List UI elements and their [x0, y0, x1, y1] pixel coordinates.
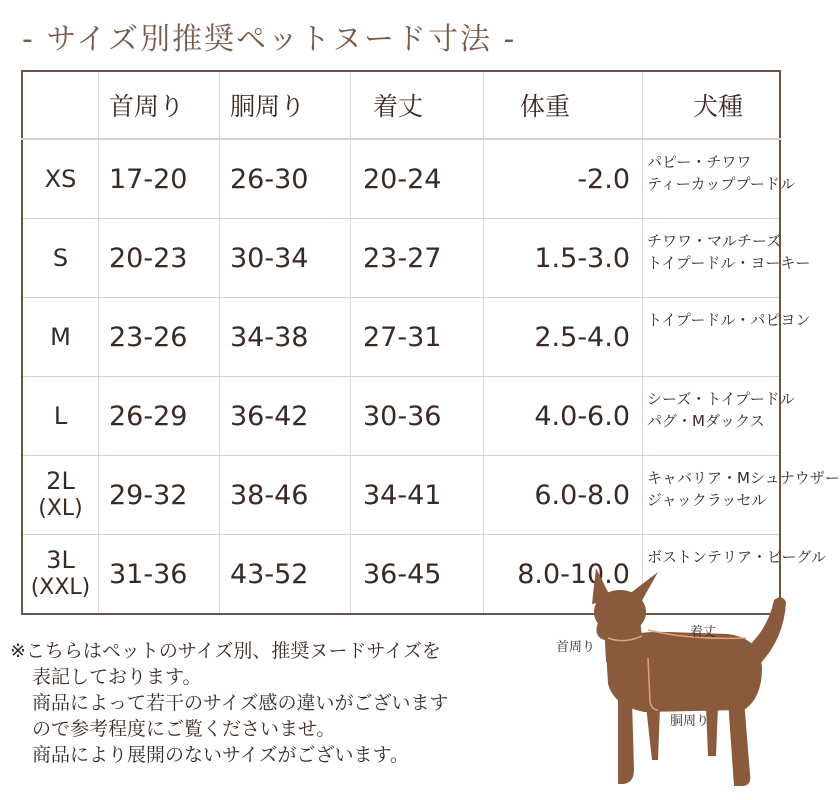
table-header-row: [22, 71, 780, 139]
size-cell: M: [22, 298, 99, 377]
header-chest: 胴周り: [220, 71, 351, 139]
chest-cell: 43-52: [220, 535, 351, 615]
neck-cell: 29-32: [99, 456, 220, 535]
size-cell: 2L (XL): [22, 456, 99, 535]
size-cell: 3L (XXL): [30, 546, 91, 601]
weight-cell: 8.0-10.0: [484, 535, 643, 615]
breed-cell: シーズ・トイプードル パグ・Mダックス: [643, 377, 781, 456]
table-row: [22, 219, 780, 298]
dog-measurement-diagram: [548, 560, 798, 798]
weight-cell: -2.0: [484, 139, 643, 219]
note-line: 表記しております。: [32, 666, 202, 688]
note-line: 商品によって若干のサイズ感の違いがございます: [32, 692, 449, 714]
header-neck: 首周り: [99, 71, 220, 139]
length-cell: 23-27: [351, 219, 484, 298]
neck-label: 首周り: [556, 640, 596, 655]
weight-cell: 1.5-3.0: [484, 219, 643, 298]
header-weight: 体重: [484, 71, 643, 139]
size-cell: S: [22, 219, 99, 298]
table-row: [22, 298, 780, 377]
size-cell: L: [22, 377, 99, 456]
weight-cell: 4.0-6.0: [484, 377, 643, 456]
size-cell: XS: [22, 139, 99, 219]
neck-cell: 26-29: [99, 377, 220, 456]
weight-cell: 2.5-4.0: [484, 298, 643, 377]
neck-cell: 20-23: [99, 219, 220, 298]
size-chart-table: [21, 70, 840, 615]
dog-silhouette: [592, 568, 786, 786]
length-cell: 36-45: [351, 535, 484, 615]
chest-cell: 30-34: [220, 219, 351, 298]
chest-cell: 38-46: [220, 456, 351, 535]
breed-cell: キャバリア・Mシュナウザー ジャックラッセル: [643, 456, 781, 535]
length-label: 着丈: [690, 625, 717, 640]
chest-cell: 36-42: [220, 377, 351, 456]
chest-label: 胴周り: [670, 714, 710, 729]
size-note: [10, 638, 448, 768]
length-cell: 20-24: [351, 139, 484, 219]
note-line: 商品により展開のないサイズがございます。: [32, 744, 409, 766]
length-cell: 30-36: [351, 377, 484, 456]
table-row: [22, 139, 780, 219]
neck-cell: 17-20: [99, 139, 220, 219]
breed-cell: トイプードル・パピヨン: [643, 298, 781, 377]
breed-cell: チワワ・マルチーズ トイプードル・ヨーキー: [643, 219, 781, 298]
breed-cell: パピー・チワワ ティーカッププードル: [643, 139, 781, 219]
length-cell: 34-41: [351, 456, 484, 535]
breed-cell: ボストンテリア・ビーグル: [643, 535, 781, 615]
neck-cell: 31-36: [99, 535, 220, 615]
header-length: 着丈: [351, 71, 484, 139]
note-line: ので参考程度にご覧くださいませ。: [32, 718, 336, 740]
chest-cell: 34-38: [220, 298, 351, 377]
header-breed: 犬種: [643, 71, 781, 139]
note-line: ※こちらはペットのサイズ別、推奨ヌードサイズを: [10, 640, 441, 662]
weight-cell: 6.0-8.0: [484, 456, 643, 535]
neck-cell: 23-26: [99, 298, 220, 377]
table-row: [22, 377, 780, 456]
page-title: - サイズ別推奨ペットヌード寸法 -: [22, 22, 517, 57]
length-cell: 27-31: [351, 298, 484, 377]
table-row: [22, 456, 780, 535]
chest-cell: 26-30: [220, 139, 351, 219]
header-size: [22, 71, 99, 139]
